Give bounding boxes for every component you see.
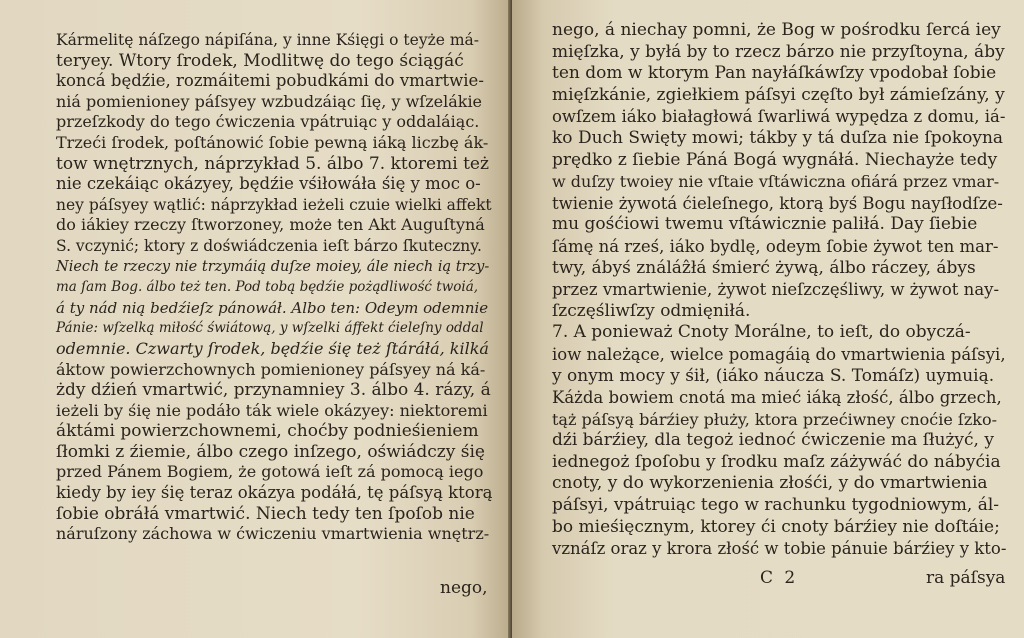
text-line: owſzem iáko białagłowá ſwarliwá wypędza z domu, iá- <box>552 107 1006 127</box>
text-line: Káżda bowiem cnotá ma mieć iáką złość, álbo grzech, <box>552 388 1002 408</box>
text-line: nie czekáiąc okázyey, będźie vśiłowáła śię y moc o- <box>56 174 481 194</box>
text-line: teryey. Wtory ſrodek, Modlitwę do tego ściągáć <box>56 50 464 71</box>
text-line: S. vczynić; ktory z doświádczenia ieſt bárzo ſkuteczny. <box>56 236 482 255</box>
right-catchword: ra páſsya <box>926 568 1006 588</box>
text-line: bo mieśięcznym, ktorey ći cnoty bárźiey nie doſtáie; <box>552 516 1000 537</box>
text-line: náruſzony záchowa w ćwiczeniu vmartwienia wnętrz- <box>56 524 490 544</box>
text-line: y onym mocy y śił, (iáko náucza S. Tomáſz) uymuią. <box>552 365 995 386</box>
text-line: w duſzy twoiey nie vſtaie vſtáwiczna ofiárá przez vmar- <box>552 172 1000 192</box>
text-line: á ty nád nią bedźieſz pánowáł. Albo ten: Odeym odemnie <box>56 298 489 317</box>
text-line: twy, ábyś ználáẑłá śmierć żywą, álbo ráczey, ábys <box>552 257 976 278</box>
text-line: niá pomienioney páſsyey wzbudzáiąc ſię, y wſzelákie <box>56 91 483 111</box>
text-line: áktow powierzchownych pomienioney páſsyey ná ká- <box>56 359 486 379</box>
text-line: áktámi powierzchownemi, choćby podnieśieniem <box>56 421 479 442</box>
text-line: nego, á niechay pomni, że Bog w pośrodku ſercá iey <box>552 20 1001 40</box>
text-line: Niech te rzeczy nie trzymáią duſze moiey, ále niech ią trzy- <box>56 258 490 275</box>
text-line: ſłomki z źiemie, álbo czego inſzego, oświádczy śię <box>56 441 485 462</box>
text-line: vznáſz oraz y krora złość w tobie pánuie bárźiey y kto- <box>552 539 1007 559</box>
text-line: ſobie obráłá vmartwić. Niech tedy ten ſpoſob nie <box>56 503 475 524</box>
right-page-text <box>552 20 1006 560</box>
text-line: tąż páſsyą bárźiey płuży, ktora przećiwney cnoćie ſzko- <box>552 409 997 429</box>
text-line: ney páſsyey wątlić: náprzykład ieżeli czuie wielki affekt <box>56 195 492 214</box>
text-line: przeſzkody do tego ćwiczenia vpátruiąc y oddaláiąc. <box>56 112 480 132</box>
page-signature: C 2 <box>760 568 799 588</box>
text-line: ſámę ná rześ, iáko bydlę, odeym ſobie żywot ten mar- <box>552 236 999 256</box>
text-line: odemnie. Czwarty ſrodek, będźie śię też ſtáráłá, kilká <box>56 338 489 358</box>
text-line: Pánie: wſzelką miłość świátową, y wſzelki áffekt ćieleſny oddal <box>56 320 484 337</box>
text-line: ma ſam Bog. álbo też ten. Pod tobą będźie pożądliwość twoiá, <box>56 279 479 296</box>
left-catchword: nego, <box>440 578 488 598</box>
text-line: kiedy by iey śię teraz okázya podáłá, tę páſsyą ktorą <box>56 483 493 503</box>
text-line: ieżeli by śię nie podáło ták wiele okázyey: niektoremi <box>56 400 488 420</box>
text-line: twienie żywotá ćieleſnego, ktorą byś Bogu nayſłodſze- <box>552 193 1003 213</box>
text-line: ſzczęśliwſzy odmięniłá. <box>552 300 751 321</box>
text-line: ko Duch Swięty mowi; tákby y tá duſza nie ſpokoyna <box>552 127 1004 148</box>
text-line: iow należące, wielce pomagáią do vmartwienia páſsyi, <box>552 344 1006 364</box>
text-line: przez vmartwienie, żywot nieſzczęśliwy, w żywot nay- <box>552 280 1000 300</box>
text-line: do iákiey rzeczy ſtworzoney, może ten Akt Auguſtyná <box>56 215 485 235</box>
text-line: dźi bárźiey, dla tegoż iednoć ćwiczenie ma ſłużyć, y <box>552 430 994 451</box>
left-page-text <box>56 30 492 545</box>
text-line: cnoty, y do wykorzenienia złośći, y do vmartwienia <box>552 473 988 494</box>
text-line: mięſzkánie, zgiełkiem páſsyi częſto był zámieſzány, y <box>552 84 1005 105</box>
text-line: ten dom w ktorym Pan nayłáſkáwſzy vpodobał ſobie <box>552 63 997 84</box>
text-line: mięſzka, y byłá by to rzecz bárzo nie przyſtoyna, áby <box>552 41 1005 62</box>
text-line: przed Pánem Bogiem, że gotowá ieſt zá pomocą iego <box>56 462 484 482</box>
right-page <box>512 0 1024 638</box>
text-line: Kármelitę náſzego nápiſána, y inne Kśięgi o teyże má- <box>56 31 480 49</box>
text-line: mu gośćiowi twemu vſtáwicznie paliłá. Day ſiebie <box>552 214 978 235</box>
text-line: 7. A ponieważ Cnoty Morálne, to ieſt, do obyczá- <box>552 322 971 343</box>
text-line: tow wnętrznych, náprzykład 5. álbo 7. ktoremi też <box>56 153 489 174</box>
text-line: koncá będźie, rozmáitemi pobudkámi do vmartwie- <box>56 71 484 91</box>
text-line: iednegoż ſpoſobu y ſrodku maſz záżywáć do nábyćia <box>552 451 1001 472</box>
text-line: Trzeći ſrodek, poſtánowić ſobie pewną iáką liczbę ák- <box>56 132 489 152</box>
text-line: prędko z ſiebie Páná Bogá wygnáłá. Niechayże tedy <box>552 149 998 170</box>
text-line: żdy dźień vmartwić, przynamniey 3. álbo 4. rázy, á <box>56 380 491 401</box>
text-line: páſsyi, vpátruiąc tego w rachunku tygodniowym, ál- <box>552 495 1000 516</box>
